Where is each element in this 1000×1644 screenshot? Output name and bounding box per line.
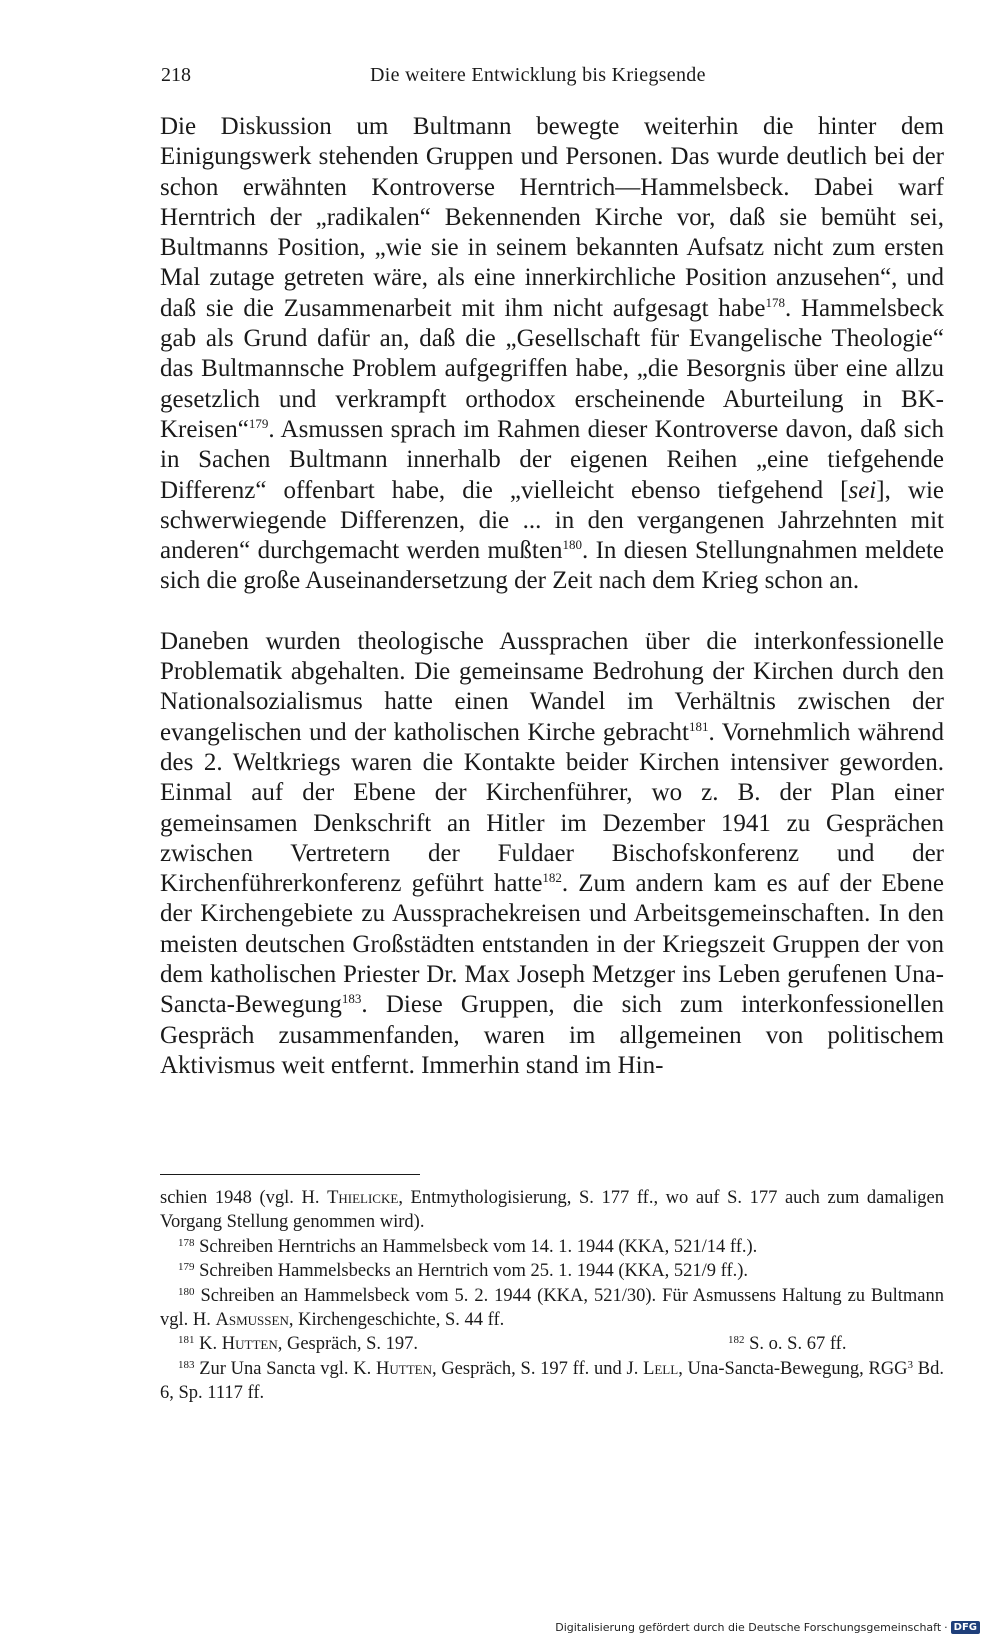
fn-text: , Gespräch, S. 197 ff. und J. <box>431 1358 644 1379</box>
credit-text: Digitalisierung gefördert durch die Deutsche Forschungsgemeinschaft <box>555 1621 942 1634</box>
paragraph <box>160 112 944 597</box>
footnote-182 <box>710 1332 846 1356</box>
footnote-183 <box>160 1357 944 1406</box>
text-run: . Hammelsbeck gab als Grund dafür an, daß die „Gesellschaft für Evangelische Theologie“ das Bultmannsche Problem aufgegriffen habe, „die Besorgnis über eine allzu gesetzlich und verkrampft orthodox erscheinende Aburteilung in BK-Kreisen“ <box>160 294 944 443</box>
text-run: . Zum andern kam es auf der Ebene der Kirchengebiete zu Aussprachekreisen und Arbeitsgemeinschaften. In den meisten deutschen Großstädten entstanden in der Kriegszeit Gruppen der von dem katholischen Priester Dr. Max Joseph Metzger ins Leben gerufenen Una-Sancta-Bewegung <box>160 870 944 1019</box>
text-run: Daneben wurden theologische Aussprachen über die interkonfessionelle Problematik abgehalten. Die gemeinsame Bedrohung der Kirchen durch den Nationalsozialismus hatte einen Wandel im Verhältnis zwischen der evangelischen und der katholischen Kirche gebracht <box>160 627 944 746</box>
footnote-181-182 <box>160 1332 944 1356</box>
fn-author: Lell <box>643 1358 679 1379</box>
fn-number: 178 <box>178 1236 195 1249</box>
fn-text: S. o. S. 67 ff. <box>744 1334 847 1355</box>
fn-author: Thielicke <box>327 1188 399 1208</box>
fn-number: 181 <box>178 1334 195 1347</box>
footnote-continuation <box>160 1186 944 1235</box>
text-run: ], wie schwerwiegende Differenzen, die ... in den vergangenen Jahrzehnten mit anderen“ durchgemacht werden mußten <box>160 476 944 565</box>
text-run: . Asmussen sprach im Rahmen dieser Kontroverse davon, daß sich in Sachen Bultmann innerhalb der eigenen Reihen „eine tiefgehende Differenz“ offenbart habe, die „vielleicht ebenso tiefgehend [ <box>160 415 944 504</box>
text-run: Die Diskussion um Bultmann bewegte weiterhin die hinter dem Einigungswerk stehenden Gruppen und Personen. Das wurde deutlich bei der schon erwähnten Kontroverse Herntrich—Hammelsbeck. Dabei warf Herntrich der „radikalen“ Bekennenden Kirche vor, daß sie bemüht sei, Bultmanns Position, „wie sie in seinem bekannten Aufsatz nicht zum ersten Mal zutage getreten wäre, als eine innerkirchliche Position anzusehen“, und daß sie die Zusammenarbeit mit ihm nicht aufgesagt habe <box>160 113 944 322</box>
paragraph <box>160 627 944 1081</box>
footnote-180 <box>160 1284 944 1333</box>
fn-text: Zur Una Sancta vgl. K. <box>194 1358 376 1379</box>
digitization-credit: Digitalisierung gefördert durch die Deutsche Forschungsgemeinschaft · DFG <box>555 1621 980 1634</box>
fn-text: , Entmythologisierung, S. 177 ff., wo auf S. 177 auch zum damaligen Vorgang Stellung genommen wird). <box>160 1188 944 1233</box>
footnote-179 <box>160 1259 944 1283</box>
fn-number: 180 <box>178 1285 195 1298</box>
fn-text: Bd. 6, Sp. 1117 ff. <box>160 1358 944 1404</box>
footnote-ref[interactable]: 180 <box>562 537 582 553</box>
fn-text: schien 1948 (vgl. H. <box>160 1188 328 1208</box>
fn-author: Hutten <box>221 1334 278 1355</box>
footnote-181 <box>178 1334 418 1354</box>
footnote-divider <box>160 1174 420 1175</box>
page-number: 218 <box>161 64 191 86</box>
text-run: . Vornehmlich während des 2. Weltkriegs waren die Kontakte beider Kirchen intensiver geworden. Einmal auf der Ebene der Kirchenführer, wo z. B. der Plan einer gemeinsamen Denkschrift an Hitler im Dezember 1941 zu Gesprächen zwischen Vertretern der Fuldaer Bischofskonferenz und der Kirchenführerkonferenz geführt hatte <box>160 718 944 898</box>
fn-text: Schreiben Herntrichs an Hammelsbeck vom 14. 1. 1944 (KKA, 521/14 ff.). <box>194 1236 758 1257</box>
text-run: . In diesen Stellungnahmen meldete sich die große Auseinandersetzung der Zeit nach dem Krieg schon an. <box>160 537 945 595</box>
dfg-logo: DFG <box>951 1621 980 1634</box>
fn-text: , Una-Sancta-Bewegung, RGG <box>678 1358 908 1379</box>
text-run: . Diese Gruppen, die sich zum interkonfessionellen Gespräch zusammenfanden, waren im allgemeinen von politischem Aktivismus weit entfernt. Immerhin stand im Hin- <box>160 991 944 1079</box>
fn-author: Hutten <box>376 1358 432 1379</box>
main-text <box>160 112 944 1081</box>
footnote-ref[interactable]: 178 <box>765 294 785 310</box>
running-title: Die weitere Entwicklung bis Kriegsende <box>370 64 706 86</box>
fn-author: Asmussen <box>215 1310 289 1331</box>
fn-number: 182 <box>728 1334 745 1347</box>
footnotes <box>160 1186 944 1406</box>
fn-text: Schreiben Hammelsbecks an Herntrich vom 25. 1. 1944 (KKA, 521/9 ff.). <box>194 1261 749 1282</box>
italic-run: sei <box>848 476 877 504</box>
footnote-ref[interactable]: 179 <box>248 415 269 431</box>
fn-text: , Kirchengeschichte, S. 44 ff. <box>288 1310 505 1331</box>
fn-number: 179 <box>178 1261 195 1274</box>
fn-text: K. <box>194 1334 222 1355</box>
footnote-178 <box>160 1235 944 1259</box>
edition-sup: 3 <box>907 1358 914 1371</box>
footnote-ref[interactable]: 181 <box>688 718 709 734</box>
footnote-ref[interactable]: 182 <box>542 870 562 886</box>
fn-text: Schreiben an Hammelsbeck vom 5. 2. 1944 (KKA, 521/30). Für Asmussens Haltung zu Bultmann vgl. H. <box>160 1285 944 1331</box>
fn-number: 183 <box>178 1358 195 1371</box>
footnote-ref[interactable]: 183 <box>341 991 362 1007</box>
fn-text: , Gespräch, S. 197. <box>277 1334 418 1355</box>
